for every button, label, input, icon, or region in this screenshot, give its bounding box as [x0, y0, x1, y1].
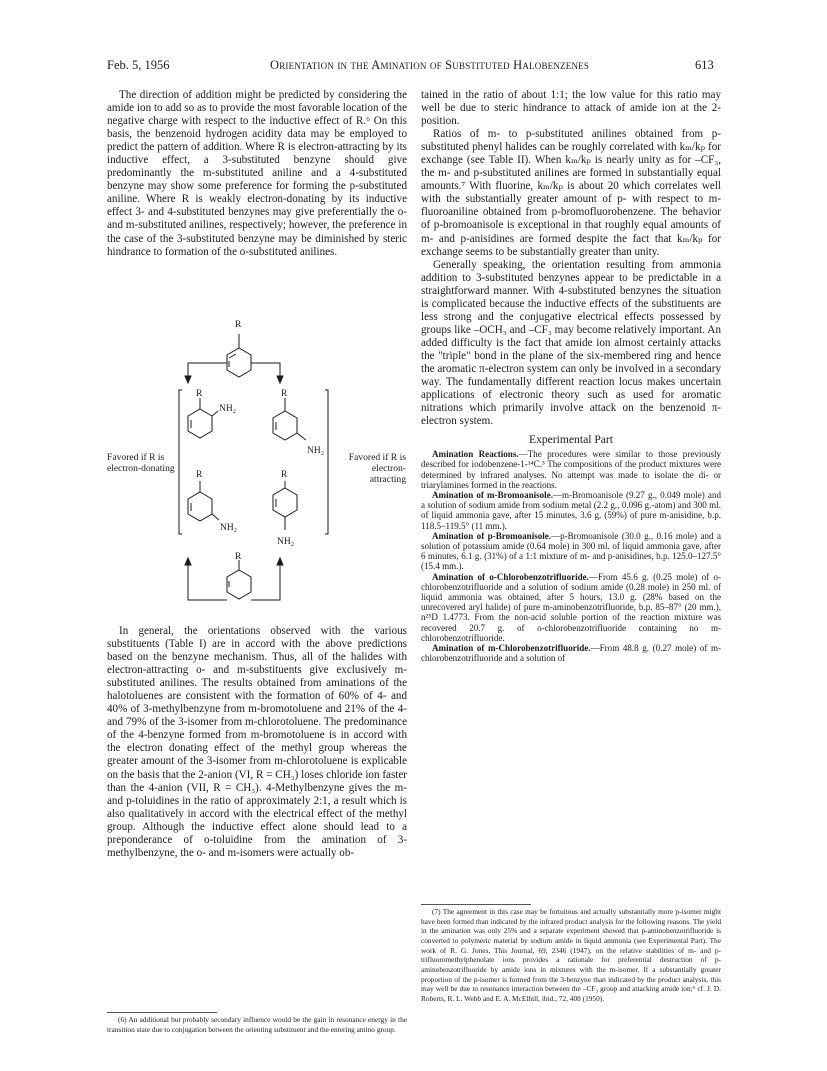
- footnote-rule-right: [421, 904, 531, 905]
- run-in-head: Amination of p-Bromoanisole.: [432, 530, 552, 541]
- section-heading-experimental: Experimental Part: [528, 433, 614, 447]
- scheme-r-upper-right: R: [281, 389, 288, 399]
- footnote-rule-left: [107, 1012, 217, 1013]
- scheme-r-upper-left: R: [196, 389, 203, 399]
- scheme-nh2-upper-right: NH₂: [307, 446, 325, 456]
- right-paragraph-1: tained in the ratio of about 1:1; the low value for this ratio may well be due to steric hindrance to attack of amide ion at the 2-position.: [421, 89, 721, 128]
- right-column: [421, 89, 721, 663]
- run-in-head: Amination of m-Chlorobenzotrifluoride.: [432, 643, 591, 654]
- right-paragraph-2: Ratios of m- to p-substituted anilines obtained from p-substituted phenyl halides can be roughly correlated with kₘ/kₚ for exchange (see Table II). When kₘ/kₚ is nearly unity as for –CF₃, the m- and p-substituted anilines are formed in substantially equal amounts.⁷ With fluorine, kₘ/kₚ is about 20 which correlates well with the substantially greater amount of p- with respect to m-fluoroaniline obtained from p-bromofluorobenzene. The behavior of p-bromoanisole is exceptional in that roughly equal amounts of m- and p-anisidines are formed despite the fact that kₘ/kₚ for exchange seems to be substantially greater than unity.: [421, 128, 721, 258]
- aniline-ring-upper-left: [188, 409, 212, 438]
- favored-if-attracting-label: Favored if R is electron-attracting: [348, 452, 406, 485]
- left-footnotes: [107, 1015, 407, 1034]
- left-paragraph-1: The direction of addition might be predicted by considering the amide ion to add so as to provide the most favorable location of the negative charge with respect to the inductive effect of R.⁶ On this basis, the benzenoid hydrogen acidity data may be employed to predict the pattern of addition. Where R is electron-attracting by its inductive effect, a 3-substituted benzyne should give predominantly the m-substituted aniline and a 4-substituted benzyne may show some preference for forming the p-substituted aniline. Where R is weakly electron-donating by its inductive effect 3- and 4-substituted benzynes may give preferentially the o- and m-substituted anilines, respectively; however, the preference in the case of the 3-substituted benzyne may be diminished by steric hindrance to formation of the o-substituted anilines.: [107, 89, 407, 258]
- experimental-o-chlorobenzotrifluoride: Amination of o-Chlorobenzotrifluoride.—From 45.6 g. (0.25 mole) of o-chlorobenzotrifluoride and a solution of sodium amide (0.28 mole) in 250 ml. of liquid ammonia was obtained, after 5 hours, 13.0 g. (28% based on the unrecovered aryl halide) of pure m-aminobenzotrifluoride, b.p. 85–87° (20 mm.), n²⁵D 1.4773. From the non-acid soluble portion of the reaction mixture was recovered 20.7 g. of o-chlorobenzotrifluoride containing no m-chlorobenzotrifluoride.: [421, 571, 721, 643]
- footnote-7: (7) The agreement in this case may be fortuitous and actually substantially more p-isomer might have been formed than indicated by the infrared product analysis for the following reasons. The yield in the amination was only 25% and a separate experiment showed that p-aminobenzotrifluoride is converted to polymeric material by sodium amide in liquid ammonia (see Experimental Part). The work of R. G. Jones, This Journal, 69, 2346 (1947), on the relative stabilities of m- and p-trifluoromethylphenolate ions provides a rationale for preferential destruction of p-aminobenzotrifluoride by amide ions in mixtures with the m-isomer. If a substantially greater proportion of the p-isomer is formed from the 3-benzyne than indicated by the product analysis, this may well be due to resonance interaction between the –CF₃ group and attacking amide ion;⁶ cf. J. D. Roberts, R. L. Webb and E. A. McElhill, ibid., 72, 408 (1950).: [421, 907, 721, 1003]
- scheme-r-lower-left: R: [196, 470, 203, 480]
- footnote-6: (6) An additional but probably secondary influence would be the gain in resonance energy in the transition state due to conjugation between the orienting substituent and the entering amino group.: [107, 1015, 407, 1034]
- right-paragraph-3: Generally speaking, the orientation resulting from ammonia addition to 3-substituted benzynes appear to be predictable in a straightforward manner. With 4-substituted benzynes the situation is complicated because the inductive effects of the substituents are less strong and the conjugative electrical effects possessed by groups like –OCH₃ and –CF₃ may become relatively important. An added difficulty is the fact that amide ion almost certainly attacks the "triple" bond in the plane of the six-membered ring and hence the aromatic π-electron system can only be involved in a secondary way. The fundamentally different reaction locus makes uncertain applications of electronic theory such as used for aromatic nitrations which primarily involve attack on the benzenoid π-electron system.: [421, 258, 721, 428]
- aniline-ring-lower-left: [188, 492, 212, 521]
- scheme-r-top: R: [235, 320, 242, 330]
- scheme-r-lower-right: R: [281, 470, 288, 480]
- experimental-p-bromoanisole: Amination of p-Bromoanisole.—p-Bromoanisole (30.0 g., 0.16 mole) and a solution of potassium amide (0.64 mole) in 300 ml. of liquid ammonia gave, after 6 minutes, 6.1 g. (31%) of a 1:1 mixture of m- and p-anisidines, b.p. 125.0–127.5° (15.4 mm.).: [421, 530, 721, 572]
- benzyne-ring-top: [227, 348, 251, 377]
- right-footnotes: [421, 907, 721, 1004]
- left-column-bottom: [107, 625, 407, 860]
- benzyne-addition-scheme: [170, 316, 340, 616]
- favored-if-donating-label: Favored if R is electron-donating: [107, 452, 175, 474]
- benzyne-ring-bottom: [227, 570, 251, 599]
- experimental-m-chlorobenzotrifluoride: Amination of m-Chlorobenzotrifluoride.—From 48.8 g. (0.27 mole) of m-chlorobenzotrifluoride and a solution of: [421, 643, 722, 664]
- scheme-nh2-lower-right: NH₂: [277, 537, 295, 547]
- header-page-number: 613: [695, 58, 714, 72]
- run-in-head: Amination Reactions.: [432, 449, 519, 460]
- experimental-amination-reactions: Amination Reactions.—The procedures were similar to those previously described for iodobenzene-1-¹⁴C.³ The compositions of the product mixtures were determined by infrared analyses. No attempt was made to isolate the di- or triarylamines formed in the reactions.: [421, 449, 721, 490]
- left-paragraph-2: In general, the orientations observed with the various substituents (Table I) are in accord with the above predictions based on the benzyne mechanism. Thus, all of the halides with electron-attracting o- and m-substituents give exclusively m-substituted anilines. The results obtained from aminations of the halotoluenes are consistent with the formation of 60% of 4- and 40% of 3-methylbenzyne from m-bromotoluene and 21% of the 4- and 79% of the 3-isomer from m-chlorotoluene. The predominance of the 4-benzyne formed from m-bromotoluene is in accord with the electron donating effect of the methyl group whereas the greater amount of the 3-isomer from m-chlorotoluene is explicable on the basis that the 2-anion (VI, R = CH₃) loses chloride ion faster than the 4-anion (VII, R = CH₃). 4-Methylbenzyne gives the m- and p-toluidines in the ratio of approximately 2:1, a result which is also qualitatively in accord with the electrical effect of the methyl group. Although the inductive effect alone should lead to a preponderance of o-toluidine from the amination of 3-methylbenzyne, the o- and m-isomers were actually ob-: [107, 625, 407, 859]
- aniline-ring-lower-right: [273, 488, 297, 517]
- experimental-m-bromoanisole: Amination of m-Bromoanisole.—m-Bromoanisole (9.27 g., 0.049 mole) and a solution of sodium amide from sodium metal (2.2 g., 0.096 g.-atom) and 300 ml. of liquid ammonia gave, after 15 minutes, 3.6 g. (59%) of pure m-anisidine, b.p. 118.5–119.5° (11 mm.).: [421, 490, 721, 531]
- aniline-ring-upper-right: [273, 411, 297, 440]
- scheme-nh2-lower-left: NH₂: [220, 523, 238, 533]
- header-date: Feb. 5, 1956: [107, 58, 170, 72]
- scheme-r-bottom: R: [235, 552, 242, 562]
- left-column-top: [107, 89, 407, 259]
- run-in-head: Amination of m-Bromoanisole.: [432, 490, 553, 501]
- scheme-nh2-upper-left: NH₂: [219, 404, 237, 414]
- header-title: Orientation in the Amination of Substituted Halobenzenes: [270, 58, 590, 72]
- run-in-head: Amination of o-Chlorobenzotrifluoride.: [432, 571, 589, 582]
